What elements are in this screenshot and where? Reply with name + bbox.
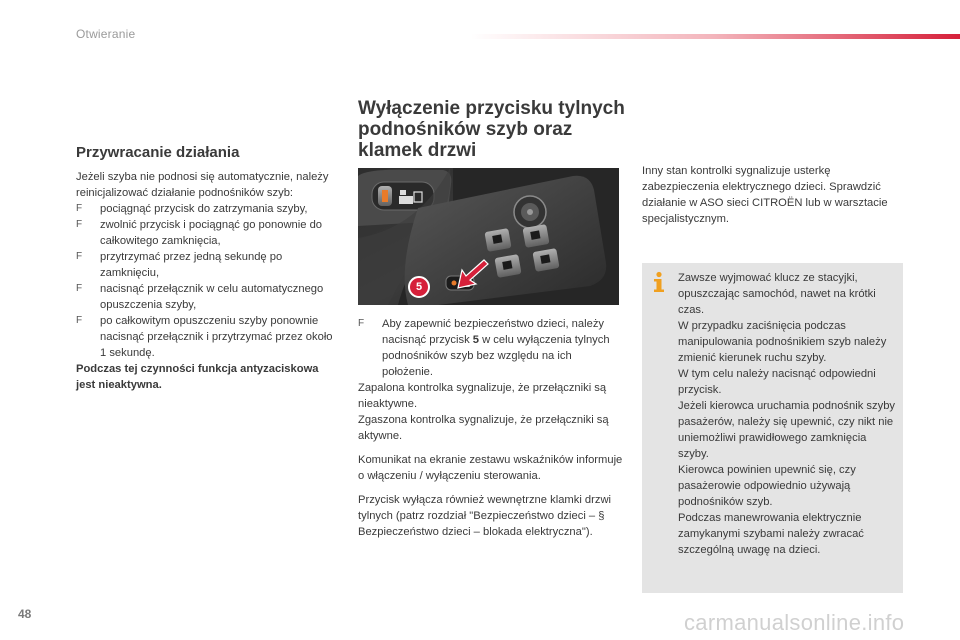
bullet-arrow-icon: F: [76, 315, 83, 326]
antipinch-note: Podczas tej czynności funkcja antyzaciskowa jest nieaktywna.: [76, 363, 319, 391]
section-title: Otwieranie: [76, 27, 136, 41]
bullet-arrow-icon: F: [76, 283, 83, 294]
heading-restore-operation: Przywracanie działania: [76, 144, 240, 161]
page-number: 48: [18, 607, 32, 621]
callout-badge: 5: [408, 276, 430, 298]
button-number: 5: [472, 334, 480, 346]
list-item: F zwolnić przycisk i pociągnąć go ponownie do całkowitego zamknięcia,: [76, 219, 323, 247]
list-item: F przytrzymać przez jedną sekundę po zamknięciu,: [76, 251, 283, 279]
list-item: F po całkowitym opuszczeniu szyby ponownie nacisnąć przełącznik i przytrzymać przez około 1 sekundę.: [76, 315, 333, 359]
door-switch-panel-photo: [358, 168, 619, 305]
info-icon: [650, 271, 668, 293]
watermark: carmanualsonline.info: [684, 610, 905, 635]
restore-instructions: [76, 169, 338, 393]
restore-intro: Jeżeli szyba nie podnosi się automatycznie, należy reinicjalizować działanie podnośników szyb:: [76, 171, 329, 199]
info-text: Zawsze wyjmować klucz ze stacyjki, opuszczając samochód, nawet na krótki czas. W przypadku zaciśnięcia podczas manipulowania podnośnikiem szyb należy zmienić kierunek ruchu szyby. W tym celu należy nacisnąć odpowiedni przycisk. Jeżeli kierowca uruchamia podnośnik szyby pasażerów, należy się upewnić, czy nikt nie uniemożliwi prawidłowego zamknięcia szyby. Kierowca powinien upewnić się, czy pasażerowie odpowiednio używają podnośników szyb. Podczas manewrowania elektrycznie zamykanymi szybami należy zwracać szczególną uwagę na dzieci.: [678, 272, 896, 556]
door-handle-text: Przycisk wyłącza również wewnętrzne klamki drzwi tylnych (patrz rozdział "Bezpieczeństwo dzieci – § Bezpieczeństwo dzieci – blokada elektryczna").: [358, 494, 612, 538]
list-item: F pociągnąć przycisk do zatrzymania szyby,: [76, 203, 308, 215]
child-lock-instructions: [358, 316, 623, 540]
bullet-arrow-icon: F: [76, 219, 83, 230]
list-item: F Aby zapewnić bezpieczeństwo dzieci, należy nacisnąć przycisk 5 w celu wyłączenia tylnych podnośników szyb bez względu na ich położenie.: [358, 318, 610, 378]
fault-paragraph: Inny stan kontrolki sygnalizuje usterkę zabezpieczenia elektrycznego dzieci. Sprawdzić działanie w ASO sieci CITROËN lub w warsztacie specjalistycznym.: [642, 165, 888, 225]
indicator-on-text: Zapalona kontrolka sygnalizuje, że przełączniki są nieaktywne.: [358, 382, 607, 410]
bullet-arrow-icon: F: [76, 251, 83, 262]
display-message-text: Komunikat na ekranie zestawu wskaźników informuje o włączeniu / wyłączeniu sterowania.: [358, 454, 623, 482]
bullet-arrow-icon: F: [76, 203, 83, 214]
header-accent-bar: [470, 34, 960, 39]
list-item: F nacisnąć przełącznik w celu automatycznego opuszczenia szyby,: [76, 283, 324, 311]
heading-child-lock: Wyłączenie przycisku tylnych podnośników szyb oraz klamek drzwi: [358, 98, 625, 161]
indicator-off-text: Zgaszona kontrolka sygnalizuje, że przełączniki są aktywne.: [358, 414, 609, 442]
bullet-arrow-icon: F: [358, 318, 365, 329]
